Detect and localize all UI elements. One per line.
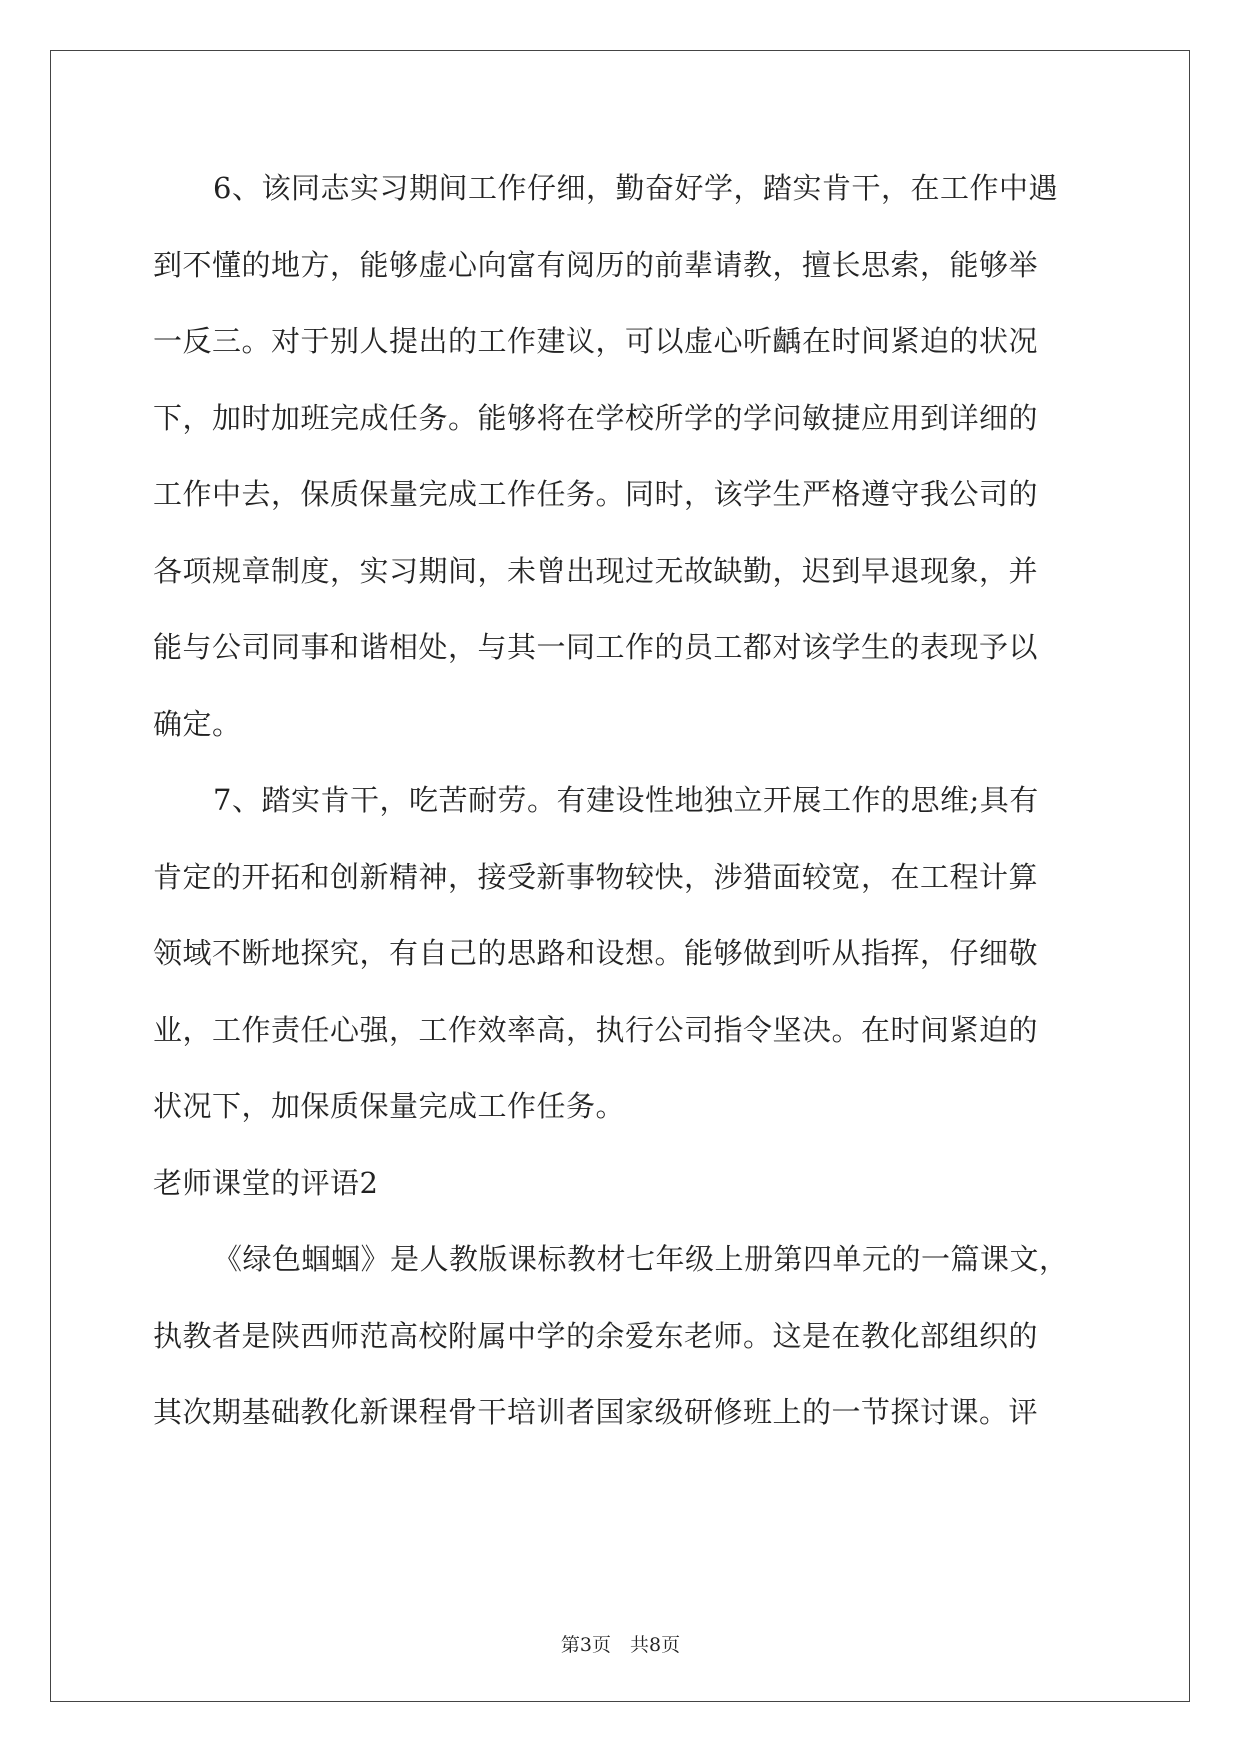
paragraph-6-line: 各项规章制度，实习期间，未曾出现过无故缺勤，迟到早退现象，并: [153, 553, 1039, 588]
paragraph-6-line: 6、该同志实习期间工作仔细，勤奋好学，踏实肯干，在工作中遇: [213, 171, 1058, 205]
paragraph-6-line: 确定。: [153, 706, 242, 741]
paragraph-line: 《绿色蝈蝈》是人教版课标教材七年级上册第四单元的一篇课文，: [213, 1242, 1069, 1276]
paragraph-7-line: 肯定的开拓和创新精神，接受新事物较快，涉猎面较宽，在工程计算: [153, 859, 1039, 894]
page-footer: 第3页 共8页: [560, 1634, 681, 1656]
paragraph-line: 执教者是陕西师范高校附属中学的余爱东老师。这是在教化部组织的: [153, 1318, 1039, 1353]
paragraph-6-line: 工作中去，保质保量完成工作任务。同时，该学生严格遵守我公司的: [153, 477, 1039, 511]
paragraph-7-line: 状况下，加保质保量完成工作任务。: [153, 1089, 626, 1123]
paragraph-6-line: 到不懂的地方，能够虚心向富有阅历的前辈请教，擅长思索，能够举: [153, 247, 1039, 282]
paragraph-6-line: 一反三。对于别人提出的工作建议，可以虚心听齲在时间紧迫的状况: [153, 324, 1039, 358]
section-heading: 老师课堂的评语2: [153, 1165, 379, 1200]
document-body: [153, 150, 1093, 1451]
paragraph-6-line: 下，加时加班完成任务。能够将在学校所学的学问敏捷应用到详细的: [153, 400, 1039, 435]
paragraph-7-line: 领域不断地探究，有自己的思路和设想。能够做到听从指挥，仔细敬: [153, 936, 1039, 970]
paragraph-6-line: 能与公司同事和谐相处，与其一同工作的员工都对该学生的表现予以: [153, 630, 1039, 664]
paragraph-7-line: 7、踏实肯干，吃苦耐劳。有建设性地独立开展工作的思维;具有: [213, 783, 1039, 817]
paragraph-7-line: 业，工作责任心强，工作效率高，执行公司指令坚决。在时间紧迫的: [153, 1012, 1039, 1047]
paragraph-line: 其次期基础教化新课程骨干培训者国家级研修班上的一节探讨课。评: [153, 1395, 1039, 1429]
